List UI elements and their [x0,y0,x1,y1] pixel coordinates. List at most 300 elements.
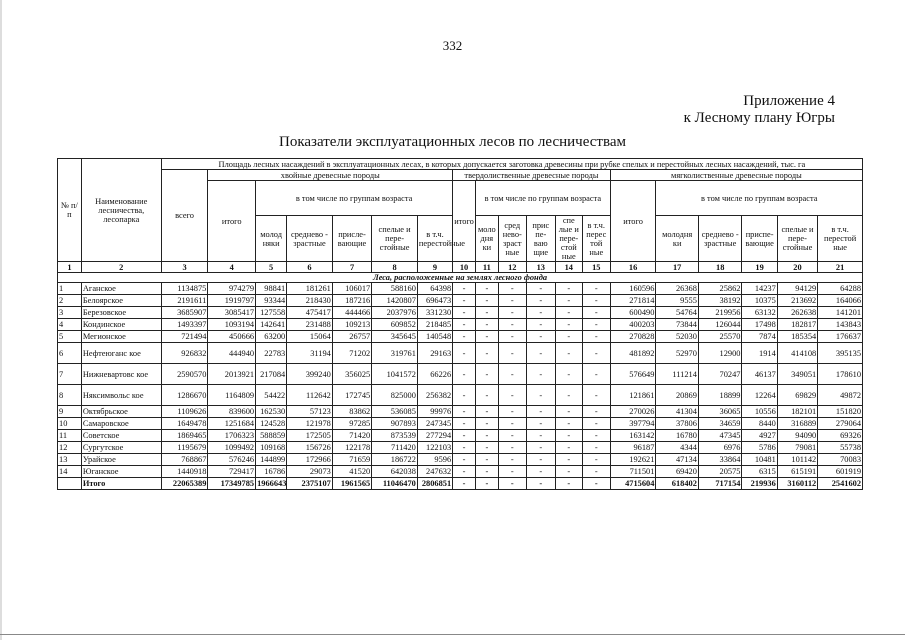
table-cell: 1093194 [208,319,256,331]
table-cell: - [453,364,476,385]
table-cell: 37806 [656,418,699,430]
total-cell: 22065389 [161,478,208,490]
table-cell: - [582,343,610,364]
colnum: 21 [818,262,863,273]
total-cell: 1966643 [257,479,287,488]
table-total [58,478,863,490]
forestry-name-cell: Кондинское [81,319,161,331]
table-cell: 142641 [256,319,287,331]
table-cell: - [453,430,476,442]
table-cell: 109213 [332,319,371,331]
total-cell: 2541602 [818,478,863,490]
table-cell: - [498,442,526,454]
scan-edge [0,0,2,640]
table-cell: 126044 [698,319,742,331]
table-cell: - [555,343,582,364]
table-cell: 54422 [256,385,287,406]
total-row [58,478,863,490]
table-cell: - [526,385,555,406]
table-cell: - [526,418,555,430]
table-cell: 186722 [372,454,418,466]
table-cell: 2 [58,295,82,307]
table-row [58,307,863,319]
table-cell: - [498,466,526,478]
header-hardwood-by-age: в том числе по группам возраста [475,181,610,216]
table-cell: - [475,331,498,343]
table-cell: 33864 [698,454,742,466]
table-cell: - [498,331,526,343]
table-cell: - [475,454,498,466]
table-cell: 178610 [818,364,863,385]
table-cell: 481892 [610,343,656,364]
colnum: 7 [332,262,371,273]
table-row [58,331,863,343]
table-cell: 49872 [818,385,863,406]
table-cell: 64288 [818,283,863,295]
table-cell: 536085 [372,406,418,418]
table-cell: 140548 [417,331,452,343]
forestry-name-cell: Юганское [81,466,161,478]
header-area-title: Площадь лесных насаждений в эксплуатационных лесах, в которых допускается заготовка древесины при рубке спелых и перестойных лесных насаждений, тыс. га [161,159,862,170]
table-row [58,283,863,295]
table-cell: 213692 [777,295,817,307]
table-cell: - [526,466,555,478]
table-cell: 10556 [742,406,777,418]
table-cell: 1109626 [161,406,208,418]
colnum: 16 [610,262,656,273]
colnum: 12 [498,262,526,273]
table-cell: 270026 [610,406,656,418]
table-cell: 247632 [417,466,452,478]
table-cell: - [453,307,476,319]
table-cell: - [555,295,582,307]
total-cell: 11046470 [372,478,418,490]
header-h-middle: сред нево- зраст ные [498,216,526,262]
table-cell: 34659 [698,418,742,430]
table-cell: - [582,319,610,331]
table-cell: 70083 [818,454,863,466]
table-cell: 974279 [208,283,256,295]
table-cell: 5 [58,331,82,343]
table-cell: - [453,385,476,406]
colnum: 20 [777,262,817,273]
table-cell: 14237 [742,283,777,295]
table-row [58,295,863,307]
page-number: 332 [442,38,463,53]
table-cell: 12264 [742,385,777,406]
table-cell: 4 [58,319,82,331]
table-cell: - [526,364,555,385]
total-cell: 3160112 [777,478,817,490]
table-cell: - [582,454,610,466]
forestry-name-cell: Урайское [81,454,161,466]
forestry-name-cell: Нефтеюганс кое [81,343,161,364]
colnum: 19 [742,262,777,273]
total-cell: 717154 [698,478,742,490]
table-cell: 231488 [287,319,333,331]
total-cell: - [475,478,498,490]
table-cell: 57123 [287,406,333,418]
table-cell: - [453,319,476,331]
table-cell: 615191 [777,466,817,478]
table-cell: 397794 [610,418,656,430]
table-cell: - [453,295,476,307]
colnum: 11 [475,262,498,273]
header-softwood-by-age: в том числе по группам возраста [656,181,863,216]
table-cell: 144899 [256,454,287,466]
table-cell: 26368 [656,283,699,295]
table-cell: - [498,319,526,331]
table-cell: 31194 [287,343,333,364]
header-mature: спелые и пере- стойные [372,216,418,262]
colnum: 2 [81,262,161,273]
scan-bottom-line [0,634,905,635]
table-cell: 96187 [610,442,656,454]
table-cell: 101142 [777,454,817,466]
table-cell: 588859 [256,430,287,442]
table-cell: 331230 [417,307,452,319]
table-cell: - [582,442,610,454]
table-cell: 22783 [256,343,287,364]
table-cell: 600490 [610,307,656,319]
table-cell: - [498,307,526,319]
total-cell: - [555,478,582,490]
header-h-mature: спе лые и пере- стой ные [555,216,582,262]
table-cell: 1440918 [161,466,208,478]
table-cell: - [475,418,498,430]
colnum: 9 [417,262,452,273]
table-cell: 6976 [698,442,742,454]
table-body [58,283,863,478]
table-cell: 721494 [161,331,208,343]
table-cell: - [555,307,582,319]
table-cell: 1420807 [372,295,418,307]
table-cell: 98841 [256,283,287,295]
table-cell: - [475,307,498,319]
table-cell: 1134875 [161,283,208,295]
colnum: 18 [698,262,742,273]
header-incl-over: в т.ч. перестойные [417,216,452,262]
forestry-name-cell: Нижневартовс кое [81,364,161,385]
forestry-name-cell: Аганское [81,283,161,295]
table-cell: - [582,295,610,307]
table-cell: 162530 [256,406,287,418]
table-cell: 696473 [417,295,452,307]
table-cell: 475417 [287,307,333,319]
total-cell: 618402 [656,478,699,490]
section-heading: Леса, расположенные на землях лесного фонда [58,273,863,283]
table-cell: 16786 [256,466,287,478]
total-cell: 4715604 [610,478,656,490]
table-cell: 17498 [742,319,777,331]
table-cell: 47345 [698,430,742,442]
table-cell: - [475,406,498,418]
table-cell: - [582,430,610,442]
table-cell: 2191611 [161,295,208,307]
table-row [58,364,863,385]
table-cell: 97285 [332,418,371,430]
table-cell: - [526,307,555,319]
colnum: 4 [208,262,256,273]
table-cell: 2037976 [372,307,418,319]
table-cell: - [453,283,476,295]
table-cell: 20575 [698,466,742,478]
table-cell: 9555 [656,295,699,307]
table-cell: - [498,283,526,295]
table-cell: 1195679 [161,442,208,454]
table-cell: 25570 [698,331,742,343]
table-cell: 71659 [332,454,371,466]
table-cell: 14 [58,466,82,478]
table-cell: 36065 [698,406,742,418]
table-cell: 46137 [742,364,777,385]
table-cell: - [526,430,555,442]
table-cell: 277294 [417,430,452,442]
table-cell: 69326 [818,430,863,442]
table-cell: - [475,430,498,442]
table-cell: 52970 [656,343,699,364]
table-cell: 124528 [256,418,287,430]
table-cell: 79081 [777,442,817,454]
table-cell: 69420 [656,466,699,478]
total-cell: - [498,478,526,490]
table-cell: 8 [58,385,82,406]
table-cell: - [555,331,582,343]
table-cell: 63200 [256,331,287,343]
table-cell: - [582,331,610,343]
table-row [58,466,863,478]
table-cell: - [475,385,498,406]
table-cell: - [526,454,555,466]
table-cell: 71202 [332,343,371,364]
table-cell: - [526,343,555,364]
table-cell: 319761 [372,343,418,364]
table-cell: 106017 [332,283,371,295]
table-cell: 576649 [610,364,656,385]
column-number-row [58,262,863,273]
table-cell: 64398 [417,283,452,295]
table-cell: 729417 [208,466,256,478]
table-cell: 7874 [742,331,777,343]
table-cell: 6315 [742,466,777,478]
colnum: 1 [58,262,82,273]
table-cell: 83862 [332,406,371,418]
table-cell: 279064 [818,418,863,430]
table-cell: 66226 [417,364,452,385]
table-cell: 601919 [818,466,863,478]
table-cell: - [526,331,555,343]
table-cell: - [526,442,555,454]
table-cell: 187216 [332,295,371,307]
header-s-young: молодня ки [656,216,699,262]
table-cell: 4927 [742,430,777,442]
table-cell: - [526,406,555,418]
table-cell: 160596 [610,283,656,295]
annex-line-2: к Лесному плану Югры [683,110,835,126]
table-cell: - [582,364,610,385]
forestry-name-cell: Березовское [81,307,161,319]
total-cell: 1961565 [332,478,371,490]
table-cell: 73844 [656,319,699,331]
table-cell: - [555,466,582,478]
annex-line-1: Приложение 4 [743,93,835,109]
table-cell: 63132 [742,307,777,319]
table-cell: 18899 [698,385,742,406]
table-cell: 219956 [698,307,742,319]
table-cell: 839600 [208,406,256,418]
table-cell: 1251684 [208,418,256,430]
table-cell: 71420 [332,430,371,442]
header-s-over: в т.ч. перестой ные [818,216,863,262]
table-cell: 172966 [287,454,333,466]
total-label: Итого [81,478,161,490]
table-cell: 1493397 [161,319,208,331]
table-cell: - [475,319,498,331]
table-cell: - [582,418,610,430]
table-row [58,343,863,364]
total-cell: 2806851 [417,478,452,490]
table-cell: 8440 [742,418,777,430]
table-cell: 711420 [372,442,418,454]
table-cell: 395135 [818,343,863,364]
forest-indicators-table [57,158,863,490]
colnum: 10 [453,262,476,273]
table-cell: 1914 [742,343,777,364]
header-conifer-itogo: итого [208,181,256,262]
table-cell: - [498,364,526,385]
table-cell: - [475,364,498,385]
table-cell: 111214 [656,364,699,385]
table-cell: - [453,454,476,466]
colnum: 6 [287,262,333,273]
total-cell: - [453,478,476,490]
table-cell: 29073 [287,466,333,478]
table-cell: 247345 [417,418,452,430]
table-cell: 55738 [818,442,863,454]
table-cell: 109168 [256,442,287,454]
table-cell: - [475,283,498,295]
table-cell: - [555,406,582,418]
table-cell: 345645 [372,331,418,343]
table-cell: 270828 [610,331,656,343]
forestry-name-cell: Белоярское [81,295,161,307]
table-cell: 41520 [332,466,371,478]
table-cell: 256382 [417,385,452,406]
header-premature: присле- вающие [332,216,371,262]
table-cell: 141201 [818,307,863,319]
colnum: 17 [656,262,699,273]
table-cell: 262638 [777,307,817,319]
table-cell: 47134 [656,454,699,466]
table-cell: 9596 [417,454,452,466]
table-cell: 70247 [698,364,742,385]
table-cell: 642038 [372,466,418,478]
table-cell: 1706323 [208,430,256,442]
header-conifer-by-age: в том числе по группам возраста [256,181,453,216]
table-cell: - [498,454,526,466]
colnum: 15 [582,262,610,273]
table-cell: - [498,418,526,430]
table-cell: 151820 [818,406,863,418]
table-cell: - [498,406,526,418]
table-row [58,418,863,430]
header-h-over: в т.ч. перес той ные [582,216,610,262]
table-cell: 356025 [332,364,371,385]
table-cell: 122178 [332,442,371,454]
table-cell: 122103 [417,442,452,454]
table-cell: 182101 [777,406,817,418]
table-cell: 29163 [417,343,452,364]
table-cell: 5786 [742,442,777,454]
table-cell: 1649478 [161,418,208,430]
table-cell: 400203 [610,319,656,331]
table-cell: 825000 [372,385,418,406]
table-cell: 3 [58,307,82,319]
forestry-name-cell: Сургутское [81,442,161,454]
table-cell: 25862 [698,283,742,295]
table-cell: - [526,283,555,295]
total-cell [58,478,82,490]
table-row [58,430,863,442]
table-cell: 143843 [818,319,863,331]
header-softwood: мягколиственные древесные породы [610,170,862,181]
table-cell: 444940 [208,343,256,364]
table-cell: 185354 [777,331,817,343]
table-cell: 444466 [332,307,371,319]
table-cell: 316889 [777,418,817,430]
table-row [58,454,863,466]
table-cell: 9 [58,406,82,418]
table-cell: 164066 [818,295,863,307]
table-cell: 16780 [656,430,699,442]
table-cell: 271814 [610,295,656,307]
header-name: Наименование лесничества, лесопарка [81,159,161,262]
table-cell: 1286670 [161,385,208,406]
table-cell: 576246 [208,454,256,466]
table-cell: 172505 [287,430,333,442]
table-cell: 121861 [610,385,656,406]
table-cell: 3685907 [161,307,208,319]
total-cell: 2375107 [287,478,333,490]
table-cell: 54764 [656,307,699,319]
colnum: 14 [555,262,582,273]
table-cell: - [582,283,610,295]
table-cell: 93344 [256,295,287,307]
table-cell: 609852 [372,319,418,331]
table-cell: 15064 [287,331,333,343]
document-title: Показатели эксплуатационных лесов по лесничествам [279,134,626,150]
forestry-name-cell: Советское [81,430,161,442]
table-cell: - [498,430,526,442]
table-cell: 12 [58,442,82,454]
table-cell: 2013921 [208,364,256,385]
table-cell: 1164809 [208,385,256,406]
table-cell: - [475,295,498,307]
table-cell: 127558 [256,307,287,319]
table-cell: - [582,307,610,319]
table-cell: - [555,430,582,442]
colnum: 8 [372,262,418,273]
table-cell: - [555,418,582,430]
table-row [58,385,863,406]
table-cell: - [475,466,498,478]
table-cell: 6 [58,343,82,364]
table-cell: 12900 [698,343,742,364]
table-cell: 926832 [161,343,208,364]
table-cell: 94129 [777,283,817,295]
header-h-young: моло дня ки [475,216,498,262]
table-cell: - [453,418,476,430]
